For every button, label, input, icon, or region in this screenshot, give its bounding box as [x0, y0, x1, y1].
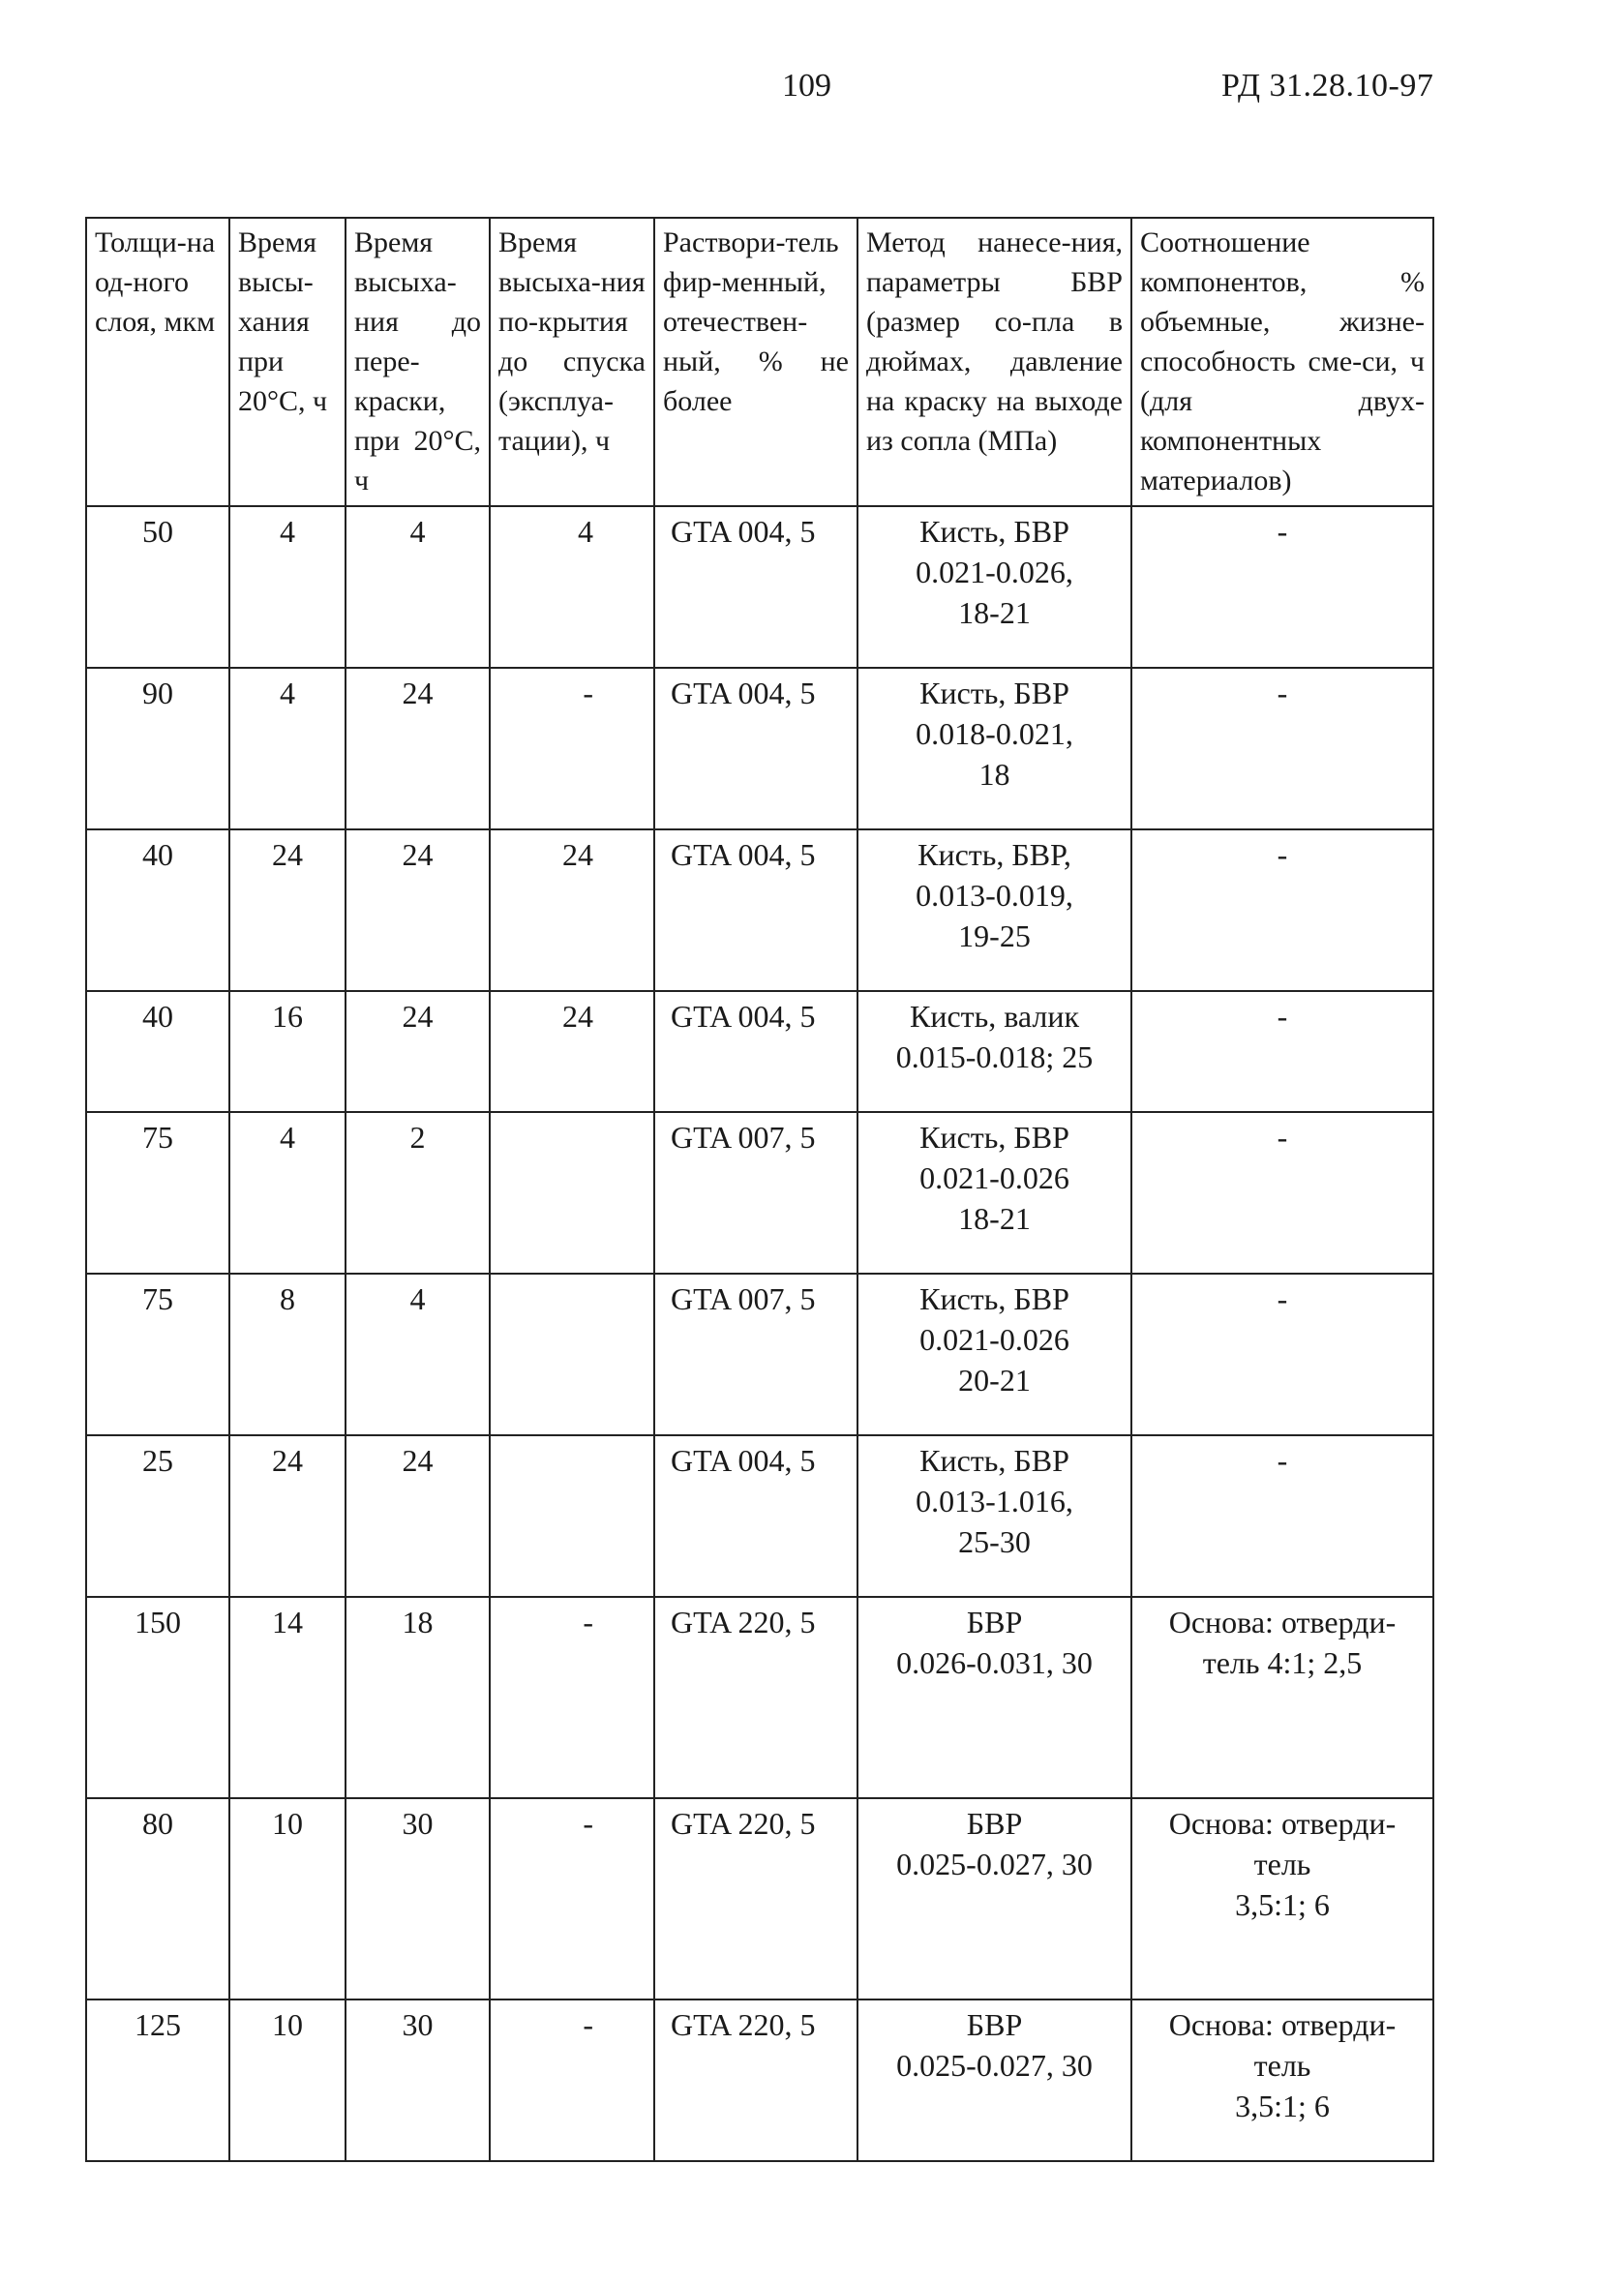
- cell-method: [857, 1112, 1131, 1274]
- cell-method-line: 0.026-0.031, 30: [896, 1645, 1093, 1680]
- cell-launch-time: 24: [490, 991, 654, 1112]
- cell-launch-time: -: [490, 1597, 654, 1798]
- cell-launch-time: [490, 1274, 654, 1435]
- cell-ratio-line: -: [1277, 1120, 1288, 1155]
- column-header-solvent: Раствори-тель фир-менный, отечествен-ный, % не более: [654, 218, 857, 506]
- cell-launch-time: -: [490, 1999, 654, 2161]
- cell-method-line: 0.021-0.026: [919, 1160, 1069, 1195]
- table-row: [86, 1597, 1433, 1798]
- paint-specification-table-wrapper: [85, 217, 1432, 2162]
- table-row: [86, 1435, 1433, 1597]
- cell-drying-time: 24: [229, 1435, 346, 1597]
- cell-drying-time: 8: [229, 1274, 346, 1435]
- cell-drying-time: 10: [229, 1999, 346, 2161]
- cell-solvent: GTA 220, 5: [654, 1798, 857, 1999]
- cell-method-line: 0.021-0.026: [919, 1322, 1069, 1357]
- cell-ratio: [1131, 1597, 1433, 1798]
- table-row: [86, 1999, 1433, 2161]
- cell-thickness: 75: [86, 1112, 229, 1274]
- cell-recoat-time: 24: [346, 668, 490, 829]
- cell-method-line: Кисть, БВР: [919, 1120, 1069, 1155]
- table-body: [86, 506, 1433, 2161]
- cell-method: [857, 1597, 1131, 1798]
- document-code: РД 31.28.10-97: [1221, 68, 1434, 104]
- cell-ratio-line: тель: [1253, 2048, 1311, 2083]
- cell-method: [857, 1999, 1131, 2161]
- cell-ratio-line: -: [1277, 1443, 1288, 1478]
- table-row: [86, 1798, 1433, 1999]
- cell-method-line: Кисть, БВР: [919, 1443, 1069, 1478]
- cell-solvent: GTA 004, 5: [654, 506, 857, 668]
- cell-recoat-time: 4: [346, 506, 490, 668]
- cell-method-line: БВР: [966, 1605, 1023, 1639]
- cell-thickness: 50: [86, 506, 229, 668]
- cell-recoat-time: 24: [346, 991, 490, 1112]
- cell-drying-time: 4: [229, 506, 346, 668]
- cell-drying-time: 4: [229, 1112, 346, 1274]
- cell-ratio: [1131, 1435, 1433, 1597]
- cell-ratio: [1131, 829, 1433, 991]
- cell-ratio: [1131, 1999, 1433, 2161]
- cell-method-line: 0.025-0.027, 30: [896, 1847, 1093, 1881]
- cell-ratio: [1131, 668, 1433, 829]
- cell-thickness: 80: [86, 1798, 229, 1999]
- cell-method: [857, 829, 1131, 991]
- cell-thickness: 125: [86, 1999, 229, 2161]
- cell-launch-time: 4: [490, 506, 654, 668]
- cell-method-line: 0.018-0.021,: [916, 716, 1073, 751]
- cell-method-line: 0.013-0.019,: [916, 878, 1073, 913]
- cell-method-line: 18-21: [958, 595, 1031, 630]
- table-row: [86, 1112, 1433, 1274]
- cell-ratio-line: -: [1277, 999, 1288, 1034]
- cell-drying-time: 16: [229, 991, 346, 1112]
- cell-method: [857, 668, 1131, 829]
- cell-ratio-line: тель: [1253, 1847, 1311, 1881]
- table-row: [86, 991, 1433, 1112]
- cell-solvent: GTA 007, 5: [654, 1274, 857, 1435]
- cell-launch-time: -: [490, 1798, 654, 1999]
- cell-method-line: Кисть, валик: [909, 999, 1080, 1034]
- cell-solvent: GTA 220, 5: [654, 1999, 857, 2161]
- cell-thickness: 150: [86, 1597, 229, 1798]
- cell-ratio-line: 3,5:1; 6: [1235, 1887, 1330, 1922]
- cell-recoat-time: 24: [346, 829, 490, 991]
- cell-drying-time: 4: [229, 668, 346, 829]
- table-row: [86, 668, 1433, 829]
- cell-ratio: [1131, 506, 1433, 668]
- column-header-thickness: Толщи-на од-ного слоя, мкм: [86, 218, 229, 506]
- cell-ratio-line: Основа: отверди-: [1168, 1806, 1397, 1841]
- cell-recoat-time: 24: [346, 1435, 490, 1597]
- cell-method-line: 25-30: [958, 1524, 1031, 1559]
- column-header-launch-time: Время высыха-ния по-крытия до спуска (эксплуа-тации), ч: [490, 218, 654, 506]
- column-header-drying-time: Время высы-хания при 20°С, ч: [229, 218, 346, 506]
- cell-method-line: 19-25: [958, 918, 1031, 953]
- cell-method-line: Кисть, БВР: [919, 1281, 1069, 1316]
- table-row: [86, 1274, 1433, 1435]
- cell-ratio-line: 3,5:1; 6: [1235, 2089, 1330, 2123]
- cell-launch-time: -: [490, 668, 654, 829]
- page-number: 109: [782, 68, 831, 104]
- cell-method: [857, 506, 1131, 668]
- cell-thickness: 90: [86, 668, 229, 829]
- cell-solvent: GTA 004, 5: [654, 829, 857, 991]
- table-row: [86, 506, 1433, 668]
- cell-thickness: 40: [86, 829, 229, 991]
- cell-method-line: 20-21: [958, 1363, 1031, 1398]
- cell-recoat-time: 30: [346, 1798, 490, 1999]
- cell-recoat-time: 18: [346, 1597, 490, 1798]
- cell-solvent: GTA 220, 5: [654, 1597, 857, 1798]
- cell-method-line: 0.021-0.026,: [916, 555, 1073, 589]
- cell-ratio: [1131, 1798, 1433, 1999]
- cell-method-line: Кисть, БВР: [919, 676, 1069, 710]
- cell-method-line: 0.013-1.016,: [916, 1484, 1073, 1518]
- cell-drying-time: 14: [229, 1597, 346, 1798]
- cell-recoat-time: 4: [346, 1274, 490, 1435]
- cell-method-line: БВР: [966, 2007, 1023, 2042]
- cell-recoat-time: 30: [346, 1999, 490, 2161]
- cell-method-line: Кисть, БВР: [919, 514, 1069, 549]
- cell-method-line: Кисть, БВР,: [917, 837, 1071, 872]
- table-header-row: [86, 218, 1433, 506]
- cell-drying-time: 24: [229, 829, 346, 991]
- cell-ratio-line: -: [1277, 1281, 1288, 1316]
- cell-launch-time: [490, 1435, 654, 1597]
- cell-solvent: GTA 004, 5: [654, 668, 857, 829]
- column-header-ratio: Соотношение компонентов, % объемные, жизне-способность сме-си, ч (для двух-компонентных материалов): [1131, 218, 1433, 506]
- cell-thickness: 25: [86, 1435, 229, 1597]
- cell-method-line: 18-21: [958, 1201, 1031, 1236]
- cell-ratio-line: Основа: отверди-: [1168, 2007, 1397, 2042]
- cell-method-line: 0.025-0.027, 30: [896, 2048, 1093, 2083]
- cell-method-line: 18: [978, 757, 1010, 792]
- cell-ratio-line: -: [1277, 514, 1288, 549]
- cell-ratio-line: -: [1277, 837, 1288, 872]
- cell-thickness: 75: [86, 1274, 229, 1435]
- cell-solvent: GTA 004, 5: [654, 1435, 857, 1597]
- cell-drying-time: 10: [229, 1798, 346, 1999]
- cell-method: [857, 991, 1131, 1112]
- paint-specification-table: [85, 217, 1434, 2162]
- cell-ratio: [1131, 991, 1433, 1112]
- column-header-method: Метод нанесе-ния, параметры БВР (размер со-пла в дюймах, давление на краску на выходе из сопла (МПа): [857, 218, 1131, 506]
- column-header-recoat-time: Время высыха-ния до пере-краски, при 20°С, ч: [346, 218, 490, 506]
- cell-method: [857, 1798, 1131, 1999]
- cell-ratio-line: тель 4:1; 2,5: [1202, 1645, 1363, 1680]
- cell-ratio: [1131, 1112, 1433, 1274]
- cell-thickness: 40: [86, 991, 229, 1112]
- cell-method-line: БВР: [966, 1806, 1023, 1841]
- cell-ratio-line: Основа: отверди-: [1168, 1605, 1397, 1639]
- cell-ratio: [1131, 1274, 1433, 1435]
- cell-method-line: 0.015-0.018; 25: [895, 1039, 1094, 1074]
- table-row: [86, 829, 1433, 991]
- cell-launch-time: 24: [490, 829, 654, 991]
- cell-launch-time: [490, 1112, 654, 1274]
- cell-method: [857, 1435, 1131, 1597]
- cell-solvent: GTA 007, 5: [654, 1112, 857, 1274]
- cell-ratio-line: -: [1277, 676, 1288, 710]
- cell-method: [857, 1274, 1131, 1435]
- cell-recoat-time: 2: [346, 1112, 490, 1274]
- cell-solvent: GTA 004, 5: [654, 991, 857, 1112]
